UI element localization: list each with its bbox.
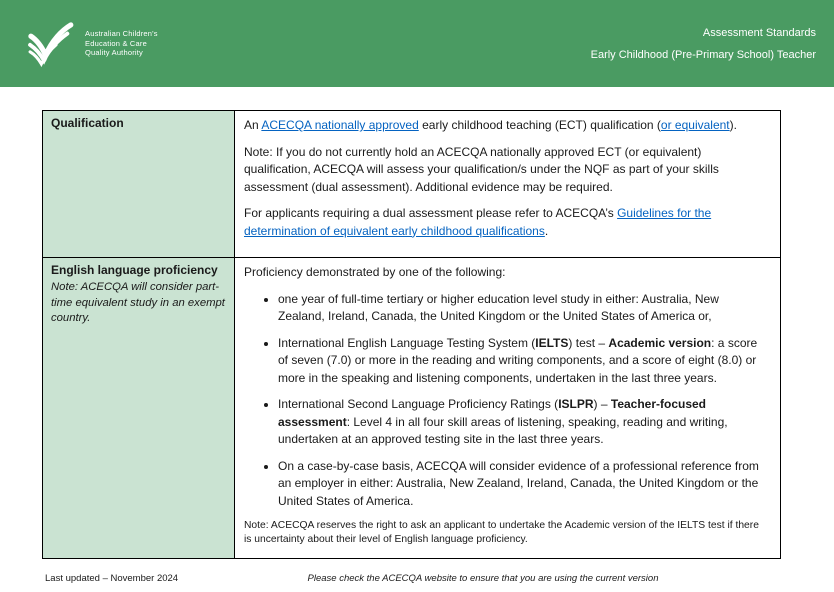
header-title: Assessment Standards [702, 26, 816, 39]
text-segment: : Level 4 in all four skill areas of listening, speaking, reading and writing, undertaken at an approved testing site in the last three years. [278, 414, 728, 446]
text-segment: . [544, 223, 549, 238]
text-segment: ) – [593, 397, 611, 411]
proficiency-intro: Proficiency demonstrated by one of the following: [244, 265, 506, 279]
english-proficiency-content-cell [235, 258, 780, 558]
logo-text-line: Quality Authority [85, 48, 144, 58]
header-bar [0, 0, 834, 87]
text-segment: ). [729, 118, 737, 132]
text-segment: International Second Language Proficiency Ratings ( [278, 397, 559, 411]
table-row-qualification [43, 111, 780, 257]
bullet-islpr [278, 396, 768, 449]
english-proficiency-label-note: Note: ACECQA will consider part-time equivalent study in an exempt country. [51, 281, 225, 324]
english-proficiency-label: English language proficiency [51, 263, 218, 277]
link-guidelines-equivalent-qualifications[interactable]: Guidelines for the determination of equivalent early childhood qualifications [244, 206, 712, 238]
qualification-paragraph-2: Note: If you do not currently hold an ACECQA nationally approved ECT (or equivalent) qualification, ACECQA will assess your qualification/s under the NQF as part of your skills assessment (dual assessment). Additional evidence may be required. [244, 144, 719, 194]
qualification-paragraph-3 [244, 205, 768, 240]
text-segment-bold: Teacher-focused assessment [278, 397, 707, 429]
text-segment-bold: IELTS [535, 335, 569, 350]
qualification-paragraph-1 [244, 117, 768, 135]
qualification-label-cell [43, 111, 235, 257]
table-row-english-proficiency [43, 257, 780, 558]
proficiency-options-list [244, 291, 768, 511]
text-segment: early childhood teaching (ECT) qualification ( [418, 118, 661, 132]
bullet-professional-reference: • On a case-by-case basis, ACECQA will consider evidence of a professional reference from an employer in either: Australia, New Zealand, Ireland, Canada, the United Kingdom or the United States of America. [278, 458, 768, 511]
bullet-ielts [278, 335, 768, 388]
text-segment-bold: Academic version [608, 335, 712, 350]
proficiency-note: Note: ACECQA reserves the right to ask an applicant to undertake the Academic version of the IELTS test if there is uncertainty about their level of English language proficiency. [244, 520, 759, 545]
last-updated-text: Last updated – November 2024 [45, 573, 179, 584]
logo-text [85, 29, 158, 58]
text-segment: ) test – [568, 335, 609, 350]
text-segment: For applicants requiring a dual assessment please refer to ACECQA’s [244, 206, 618, 220]
qualification-content-cell [235, 111, 780, 257]
standards-table [42, 110, 781, 559]
text-segment: : a score of seven (7.0) or more in the reading and writing components, and a score of eight (8.0) or more in the speaking and listening components, undertaken in the last three years. [278, 335, 758, 385]
logo-text-line: Education & Care [85, 38, 147, 48]
acecqa-logo [24, 20, 158, 68]
header-subtitle: Early Childhood (Pre-Primary School) Teacher [590, 48, 816, 61]
english-proficiency-label-cell [43, 258, 235, 558]
bullet-tertiary-study: • one year of full-time tertiary or higher education level study in either: Australia, New Zealand, Ireland, Canada, the United Kingdom or the United States of America or, [278, 291, 768, 326]
text-segment-bold: ISLPR [558, 397, 594, 411]
qualification-label: Qualification [51, 116, 124, 130]
header-titles [591, 22, 816, 66]
acecqa-tick-icon [24, 20, 76, 68]
page-footer [0, 571, 834, 591]
footer-disclaimer: Please check the ACECQA website to ensure that you are using the current version [307, 573, 659, 584]
text-segment: International English Language Testing System ( [278, 335, 536, 350]
logo-text-line: Australian Children's [85, 28, 158, 38]
text-segment: An [244, 118, 262, 132]
link-or-equivalent[interactable]: or equivalent [660, 118, 730, 132]
link-acecqa-nationally-approved[interactable]: ACECQA nationally approved [261, 118, 419, 132]
